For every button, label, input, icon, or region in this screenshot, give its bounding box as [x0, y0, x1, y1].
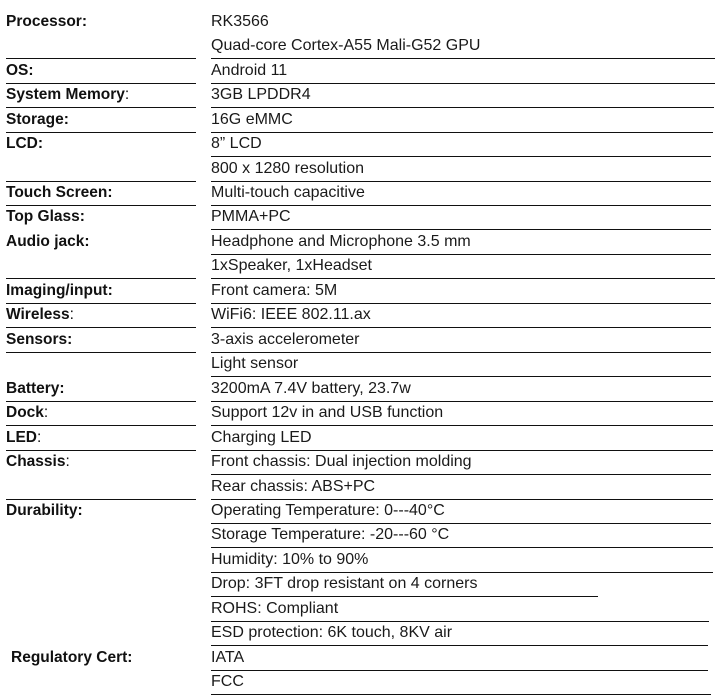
spec-row	[0, 451, 721, 475]
spec-value: 3GB LPDDR4	[211, 84, 714, 108]
spec-label-colon: :	[63, 111, 69, 128]
spec-label	[6, 329, 196, 353]
spec-label-colon: :	[127, 649, 133, 666]
spec-value: ESD protection: 6K touch, 8KV air	[211, 622, 708, 646]
spec-row	[0, 671, 721, 695]
spec-row	[0, 35, 721, 59]
spec-row	[0, 378, 721, 402]
spec-row	[0, 109, 721, 133]
spec-label	[6, 476, 196, 500]
spec-row	[0, 60, 721, 84]
spec-label-colon: :	[79, 208, 85, 225]
spec-label	[6, 35, 196, 59]
spec-value: 3-axis accelerometer	[211, 329, 711, 353]
spec-label-colon: :	[69, 306, 74, 323]
spec-label-text: Sensors	[6, 331, 68, 348]
spec-label	[6, 500, 196, 523]
spec-value: RK3566	[211, 13, 269, 30]
spec-label-colon: :	[77, 502, 83, 519]
spec-label-text: Dock	[6, 404, 44, 421]
spec-value: 16G eMMC	[211, 109, 713, 133]
spec-label-text: Storage	[6, 111, 64, 128]
spec-value: 800 x 1280 resolution	[211, 158, 711, 182]
spec-label-text: LCD	[6, 135, 38, 152]
spec-row	[0, 255, 721, 279]
spec-label-colon: :	[59, 380, 65, 397]
spec-value: Storage Temperature: -20---60 °C	[211, 524, 713, 548]
spec-value: IATA	[211, 647, 708, 671]
spec-label-text: Regulatory Cert	[11, 649, 128, 666]
spec-row	[0, 182, 721, 206]
spec-value: Charging LED	[211, 427, 713, 451]
spec-value: Operating Temperature: 0---40°C	[211, 500, 711, 524]
spec-label	[6, 524, 196, 547]
spec-row	[0, 647, 721, 671]
spec-label	[6, 451, 196, 474]
spec-label-colon: :	[107, 282, 113, 299]
spec-label	[6, 427, 196, 451]
spec-label-colon: :	[37, 429, 42, 446]
spec-row	[0, 353, 721, 377]
spec-label	[6, 84, 196, 108]
spec-label	[6, 671, 196, 694]
spec-value: Android 11	[211, 60, 715, 84]
spec-row	[0, 329, 721, 353]
spec-label	[6, 206, 196, 229]
spec-label-text: Wireless	[6, 306, 70, 323]
spec-row	[0, 549, 721, 573]
spec-value: WiFi6: IEEE 802.11.ax	[211, 304, 711, 328]
spec-label	[6, 304, 196, 328]
spec-label-text: LED	[6, 429, 37, 446]
spec-value: Rear chassis: ABS+PC	[211, 476, 713, 500]
spec-row	[0, 476, 721, 500]
spec-value: 8” LCD	[211, 133, 711, 157]
spec-label-text: Battery	[6, 380, 60, 397]
spec-row	[0, 231, 721, 255]
spec-label-colon: :	[37, 135, 44, 152]
spec-row	[0, 427, 721, 451]
spec-row	[0, 11, 721, 35]
spec-row	[0, 158, 721, 182]
spec-label	[6, 182, 196, 206]
spec-label-colon: :	[67, 331, 73, 348]
spec-label	[6, 231, 196, 254]
spec-label	[11, 647, 201, 670]
spec-row	[0, 524, 721, 548]
spec-label	[6, 280, 196, 304]
spec-label	[6, 353, 196, 376]
spec-label-colon: :	[28, 62, 34, 79]
spec-value: Light sensor	[211, 353, 711, 377]
spec-label	[6, 622, 196, 645]
spec-value: Multi-touch capacitive	[211, 182, 711, 206]
spec-label-text: Processor	[6, 13, 82, 30]
spec-label-text: Audio jack	[6, 233, 85, 250]
spec-value: ROHS: Compliant	[211, 598, 709, 622]
spec-label-colon: :	[124, 86, 130, 103]
spec-row	[0, 598, 721, 622]
spec-row	[0, 133, 721, 157]
spec-label	[6, 598, 196, 621]
spec-row	[0, 500, 721, 524]
spec-label	[6, 109, 196, 133]
spec-value: Humidity: 10% to 90%	[211, 549, 713, 573]
spec-label-colon: :	[43, 404, 49, 421]
spec-label	[6, 11, 196, 34]
spec-label-colon: :	[81, 13, 87, 30]
spec-label	[6, 133, 196, 156]
spec-value: Front chassis: Dual injection molding	[211, 451, 711, 475]
spec-row	[0, 206, 721, 230]
spec-label	[6, 255, 196, 279]
spec-label	[6, 402, 196, 426]
spec-row	[0, 84, 721, 108]
spec-row	[0, 573, 721, 597]
spec-value: Front camera: 5M	[211, 280, 711, 304]
spec-label-text: Touch Screen	[6, 184, 108, 201]
spec-value: 1xSpeaker, 1xHeadset	[211, 255, 715, 279]
spec-row	[0, 622, 721, 646]
spec-label	[6, 573, 196, 596]
spec-label-colon: :	[65, 453, 70, 470]
spec-label-text: System Memory	[6, 86, 125, 103]
spec-label	[6, 158, 196, 182]
spec-label	[6, 549, 196, 572]
spec-label-text: Chassis	[6, 453, 66, 470]
spec-label	[6, 60, 196, 84]
spec-value: FCC	[211, 671, 711, 695]
spec-label-colon: :	[107, 184, 113, 201]
spec-row	[0, 280, 721, 304]
spec-label-text: Durability	[6, 502, 78, 519]
spec-value: Support 12v in and USB function	[211, 402, 713, 426]
spec-label-text: Top Glass	[6, 208, 80, 225]
spec-label-text: OS	[6, 62, 29, 79]
spec-value: 3200mA 7.4V battery, 23.7w	[211, 378, 713, 402]
spec-value: PMMA+PC	[211, 206, 711, 230]
spec-value: Drop: 3FT drop resistant on 4 corners	[211, 573, 598, 597]
spec-value: Headphone and Microphone 3.5 mm	[211, 231, 711, 255]
spec-row	[0, 402, 721, 426]
spec-label-text: Imaging/input	[6, 282, 108, 299]
spec-label-colon: :	[84, 233, 90, 250]
spec-label	[6, 378, 196, 402]
spec-row	[0, 304, 721, 328]
spec-value: Quad-core Cortex-A55 Mali-G52 GPU	[211, 35, 715, 59]
